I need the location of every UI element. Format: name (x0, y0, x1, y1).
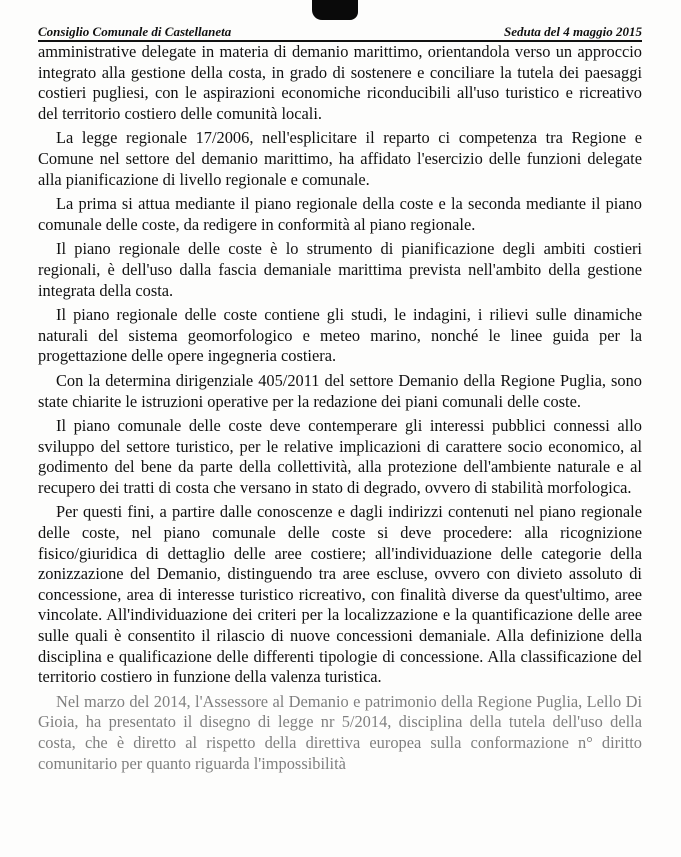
paragraph: Il piano regionale delle coste è lo strumento di pianificazione degli ambiti costieri regionali, è dell'uso dalla fascia demaniale marittima prevista nell'ambito della gestione integrata della costa. (38, 239, 642, 300)
paragraph: Con la determina dirigenziale 405/2011 del settore Demanio della Regione Puglia, sono state chiarite le istruzioni operative per la redazione dei piani comunali delle coste. (38, 370, 642, 411)
paragraph-faded: Nel marzo del 2014, l'Assessore al Demanio e patrimonio della Regione Puglia, Lello Di Gioia, ha presentato il disegno di legge nr 5/2014, disciplina della tutela dell'uso della costa, che è diretto al rispetto della direttiva europea sulla conformazione n° diritto comunitario per quanto riguarda l'impossibilità (38, 691, 642, 773)
paragraph: Il piano regionale delle coste contiene gli studi, le indagini, i rilievi sulle dinamiche naturali del sistema geomorfologico e meteo marino, nonché le linee guida per la progettazione delle opere ingegneria costiera. (38, 305, 642, 366)
paragraph: La prima si attua mediante il piano regionale della coste e la seconda mediante il piano comunale delle coste, da redigere in conformità al piano regionale. (38, 194, 642, 234)
paragraph: La legge regionale 17/2006, nell'esplicitare il reparto ci competenza tra Regione e Comune nel settore del demanio marittimo, ha affidato l'esercizio delle funzioni delegate alla pianificazione di livello regionale e comunale. (38, 128, 642, 189)
document-body (38, 42, 642, 778)
paragraph: Per questi fini, a partire dalle conoscenze e dagli indirizzi contenuti nel piano regionale delle coste, nel piano comunale delle coste si deve procedere: alla ricognizione fisico/giuridica di dettaglio delle aree costiere; all'individuazione delle categorie della zonizzazione del Demanio, distinguendo tra aree escluse, ovvero con divieto assoluto di concessione, area di interesse turistico ricreativo, con finalità diverse da quest'ultimo, aree vincolate. All'individuazione dei criteri per la localizzazione e la quantificazione delle aree sulle quali è consentito il rilascio di nuove concessioni demaniale. Alla definizione della disciplina e qualificazione delle differenti tipologie di concessione. Alla classificazione del territorio costiero in funzione della valenza turistica. (38, 502, 642, 687)
paragraph: Il piano comunale delle coste deve contemperare gli interessi pubblici connessi allo sviluppo del settore turistico, per le relative implicazioni di carattere socio economico, al godimento del bene da parte della collettività, alla protezione dell'ambiente naturale e al recupero dei tratti di costa che versano in stato di degrado, ovvero di stabilità morfologica. (38, 416, 642, 497)
page-header (38, 22, 642, 40)
header-session-date: Seduta del 4 maggio 2015 (504, 24, 642, 39)
scan-artifact (312, 0, 358, 20)
paragraph: amministrative delegate in materia di demanio marittimo, orientandola verso un approccio integrato alla gestione della costa, in grado di sostenere e conciliare la tutela dei paesaggi costieri pugliesi, con le aspirazioni economiche riconducibili all'uso turistico e ricreativo del territorio costiero delle comunità locali. (38, 42, 642, 123)
header-council-name: Consiglio Comunale di Castellaneta (38, 24, 232, 39)
